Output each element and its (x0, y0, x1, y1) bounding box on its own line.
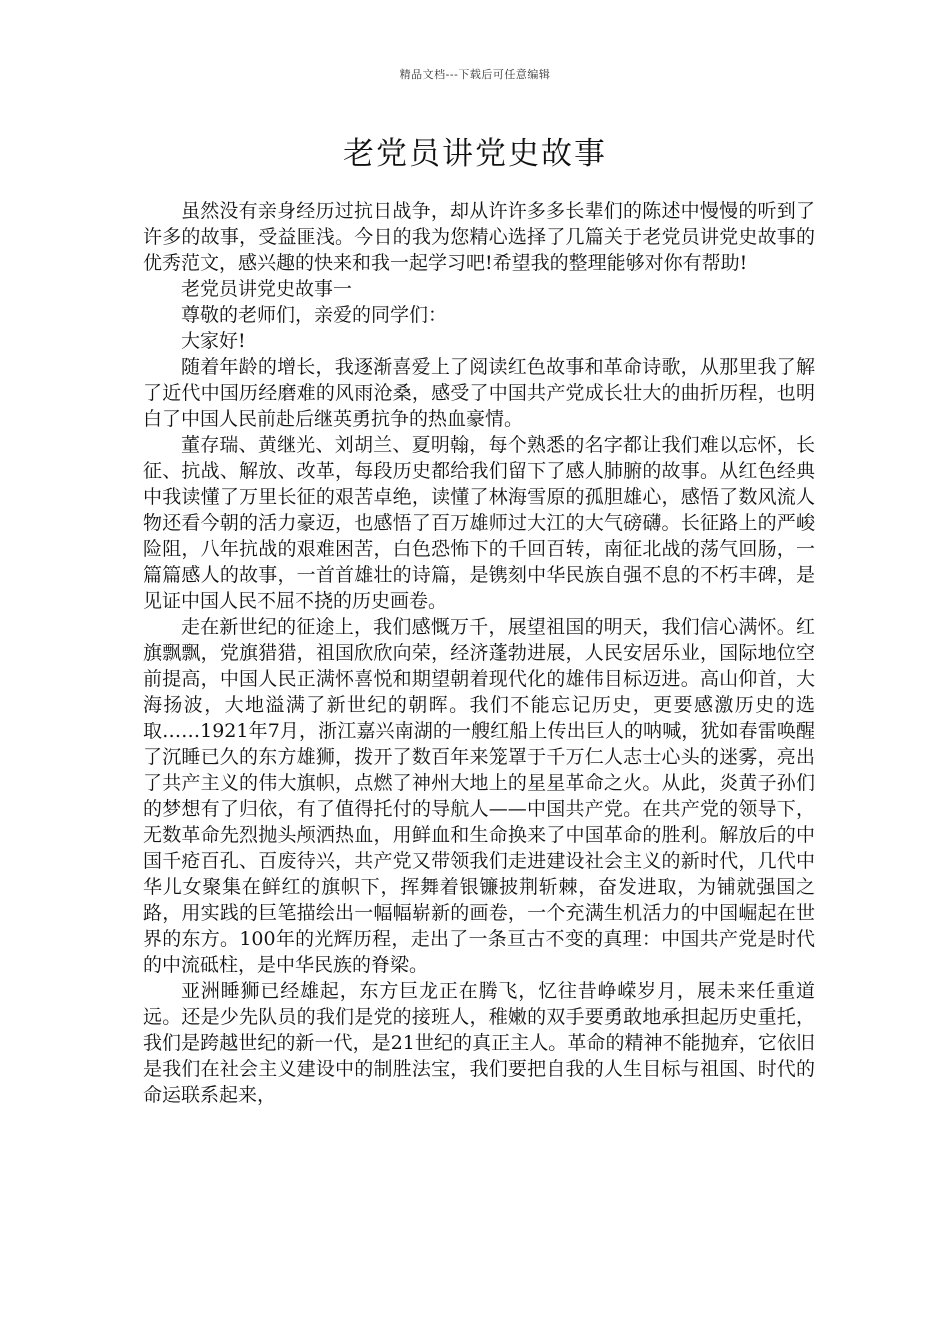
document-title: 老党员讲党史故事 (343, 136, 607, 172)
body-paragraph: 董存瑞、黄继光、刘胡兰、夏明翰，每个熟悉的名字都让我们难以忘怀，长征、抗战、解放、改革，每段历史都给我们留下了感人肺腑的故事。从红色经典中我读懂了万里长征的艰苦卓绝，读懂了林海雪原的孤胆雄心，感悟了数风流人物还看今朝的活力豪迈，也感悟了百万雄师过大江的大气磅礴。长征路上的严峻险阻，八年抗战的艰难困苦，白色恐怖下的千回百转，南征北战的荡气回肠，一篇篇感人的故事，一首首雄壮的诗篇，是镌刻中华民族自强不息的不朽丰碑，是见证中国人民不屈不挠的历史画卷。 (143, 434, 815, 612)
salutation: 尊敬的老师们，亲爱的同学们： (181, 304, 448, 326)
intro-paragraph: 虽然没有亲身经历过抗日战争，却从许许多多长辈们的陈述中慢慢的听到了许多的故事，受益匪浅。今日的我为您精心选择了几篇关于老党员讲党史故事的优秀范文，感兴趣的快来和我一起学习吧!希望我的整理能够对你有帮助! (143, 200, 815, 274)
body-paragraph: 走在新世纪的征途上，我们感慨万千，展望祖国的明天，我们信心满怀。红旗飘飘，党旗猎猎，祖国欣欣向荣，经济蓬勃进展，人民安居乐业，国际地位空前提高，中国人民正满怀喜悦和期望朝着现代化的雄伟目标迈进。高山仰首，大海扬波，大地溢满了新世纪的朝晖。我们不能忘记历史，更要感激历史的选取……1921年7月，浙江嘉兴南湖的一艘红船上传出巨人的呐喊，犹如春雷唤醒了沉睡已久的东方雄狮，拨开了数百年来笼罩于千万仁人志士心头的迷雾，亮出了共产主义的伟大旗帜，点燃了神州大地上的星星革命之火。从此，炎黄子孙们的梦想有了归依，有了值得托付的导航人——中国共产党。在共产党的领导下，无数革命先烈抛头颅洒热血，用鲜血和生命换来了中国革命的胜利。解放后的中国千疮百孔、百废待兴，共产党又带领我们走进建设社会主义的新时代，几代中华儿女聚集在鲜红的旗帜下，挥舞着银镰披荆斩棘，奋发进取，为铺就强国之路，用实践的巨笔描绘出一幅幅崭新的画卷，一个充满生机活力的中国崛起在世界的东方。100年的光辉历程，走出了一条亘古不变的真理：中国共产党是时代的中流砥柱，是中华民族的脊梁。 (143, 616, 815, 976)
section-heading: 老党员讲党史故事一 (181, 278, 353, 300)
document-body (143, 198, 815, 1108)
body-paragraph: 亚洲睡狮已经雄起，东方巨龙正在腾飞，忆往昔峥嵘岁月，展未来任重道远。还是少先队员的我们是党的接班人，稚嫩的双手要勇敢地承担起历史重托，我们是跨越世纪的新一代，是21世纪的真正主人。革命的精神不能抛弃，它依旧是我们在社会主义建设中的制胜法宝，我们要把自我的人生目标与祖国、时代的命运联系起来， (143, 980, 815, 1106)
greeting: 大家好! (181, 330, 246, 352)
page-header: 精品文档---下载后可任意编辑 (399, 68, 551, 81)
body-paragraph: 随着年龄的增长，我逐渐喜爱上了阅读红色故事和革命诗歌，从那里我了解了近代中国历经磨难的风雨沧桑，感受了中国共产党成长壮大的曲折历程，也明白了中国人民前赴后继英勇抗争的热血豪情。 (143, 356, 815, 430)
